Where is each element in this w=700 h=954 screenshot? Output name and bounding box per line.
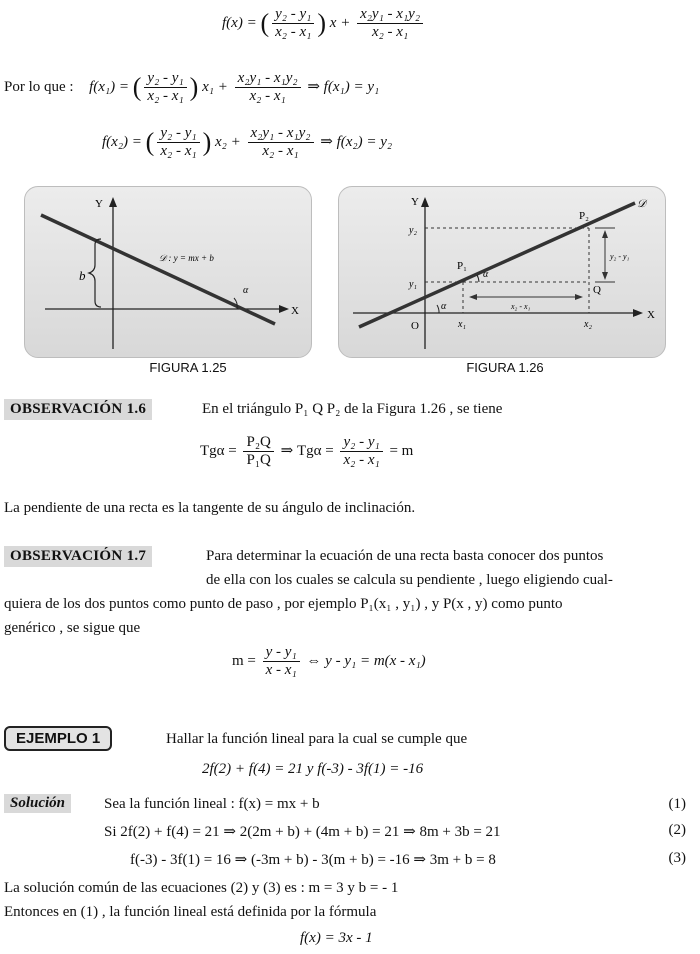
fraction-denominator: x₂ - x₁: [147, 88, 184, 104]
fraction-denominator: x₂ - x₁: [275, 24, 312, 40]
fraction-numerator: x₂y₁ - x₁y₂: [357, 6, 423, 24]
slope-fraction: [272, 6, 314, 41]
example-condition: 2f(2) + f(4) = 21 y f(-3) - 3f(1) = -16: [202, 761, 424, 777]
example-1-badge: EJEMPLO 1: [4, 726, 112, 751]
y-axis-label: Y: [95, 198, 103, 210]
q-label: Q: [593, 284, 601, 296]
slope-fraction: [340, 434, 382, 469]
dy-arrow-down-icon: [602, 272, 608, 280]
alpha-arc-origin: [437, 305, 439, 313]
dy-label: y₂ - y₁: [610, 252, 630, 261]
m-lhs: m =: [232, 652, 256, 669]
figure-1-25: [24, 186, 312, 358]
slope-fraction: [144, 70, 186, 105]
figure-1-25-caption: FIGURA 1.25: [149, 360, 227, 375]
formula-var: x +: [329, 14, 351, 31]
p2-label: P₂: [579, 210, 589, 222]
observation-1-6-conclusion: La pendiente de una recta es la tangente de su ángulo de inclinación.: [4, 500, 416, 516]
figure-1-26-caption: FIGURA 1.26: [466, 360, 544, 375]
fraction-numerator: y₂ - y₁: [272, 6, 314, 24]
alpha-arc-p1: [477, 275, 479, 282]
y2-label: y₂: [409, 225, 417, 236]
fraction-denominator: x₂ - x₁: [371, 24, 409, 40]
solution-line3: f(-3) - 3f(1) = 16 ⇒ (-3m + b) - 3(m + b) = -16 ⇒ 3m + b = 8: [130, 852, 496, 868]
fraction-denominator: x₂ - x₁: [262, 143, 299, 159]
example-statement: Hallar la función lineal para la cual se cumple que: [166, 731, 468, 747]
fraction-denominator: x₂ - x₁: [343, 452, 380, 468]
fraction-denominator: x₂ - x₁: [160, 143, 197, 159]
observation-1-6-text: En el triángulo P₁ Q P₂ de la Figura 1.26 , se tiene: [202, 401, 503, 417]
p1-label: P₁: [457, 260, 467, 272]
solution-line2: Si 2f(2) + f(4) = 21 ⇒ 2(2m + b) + (4m + b) = 21 ⇒ 8m + 3b = 21: [104, 824, 501, 840]
b-brace: [89, 239, 101, 307]
y-axis-arrow-icon: [109, 197, 117, 207]
y-axis-label: Y: [411, 196, 419, 208]
observation-1-6-title: OBSERVACIÓN 1.6: [4, 399, 152, 420]
y1-label: y₁: [409, 279, 417, 290]
y-axis-arrow-icon: [421, 197, 429, 207]
alpha-label: α: [243, 285, 249, 296]
x2-label: x₂: [584, 319, 592, 330]
fraction-denominator: P₁Q: [246, 452, 271, 468]
solution-label: Solución: [4, 794, 71, 813]
solution-line1: Sea la función lineal : f(x) = mx + b: [104, 796, 320, 812]
line-equation-label: 𝒟 : y = mx + b: [159, 253, 214, 263]
dx-arrow-left-icon: [469, 294, 477, 300]
alpha-origin-label: α: [441, 301, 447, 312]
observation-1-7-line4: genérico , se sigue que: [4, 620, 141, 636]
intercept-fraction: [235, 70, 301, 105]
fraction-numerator: P₂Q: [243, 434, 273, 452]
formula-result: ⇒ f(x₂) = y₂: [320, 133, 393, 150]
tg-arrow: ⇒ Tgα =: [280, 442, 334, 459]
observation-1-6-formula: [200, 434, 413, 469]
solution-line5: Entonces en (1) , la función lineal está definida por la fórmula: [4, 904, 377, 920]
point-slope-fraction: [263, 644, 300, 679]
formula-lhs: f(x₁) =: [89, 78, 129, 95]
slope-fraction: [157, 125, 199, 160]
observation-1-7-line3: quiera de los dos puntos como punto de paso , por ejemplo P₁(x₁ , y₁) , y P(x , y) como punto: [4, 596, 563, 612]
dx-arrow-right-icon: [575, 294, 583, 300]
observation-1-7-line1: Para determinar la ecuación de una recta basta conocer dos puntos: [206, 548, 604, 564]
tg-lhs: Tgα =: [200, 442, 237, 459]
intercept-fraction: [357, 6, 423, 41]
figure-1-26-plot: [339, 187, 665, 357]
observation-1-7-line2: de ella con los cuales se calcula su pendiente , luego eligiendo cual-: [206, 572, 613, 588]
x-axis-label: X: [291, 305, 299, 317]
por-lo-que-label: Por lo que :: [4, 78, 74, 95]
point-slope-formula: [232, 644, 426, 679]
dy-arrow-up-icon: [602, 230, 608, 238]
formula-var: x₁ +: [202, 78, 228, 95]
formula-fx2: f(x₂) = ( $\frac{\text{y₂ - y₁}}{\text{x₂ - x₁}}$ ) x₂ + $\frac{\text{x₂y₁ - x₁y₂}}{\text{x₂ - x₁}}$ ⇒ f(x₂) = y₂: [102, 125, 393, 159]
x1-label: x₁: [458, 319, 466, 330]
formula-fx: f(x) = ( $\frac{\text{y₂ - y₁}}{\text{x₂ - x₁}}$ ) x + $\frac{\text{x₂y₁ - x₁y₂}}{\text{x₂ - x₁}}$: [222, 6, 426, 41]
intercept-fraction: [248, 125, 314, 160]
formula-result: ⇒ f(x₁) = y₁: [307, 78, 380, 95]
alpha-p1-label: α: [483, 269, 489, 280]
figure-1-25-plot: [25, 187, 311, 357]
line-d: [41, 215, 275, 324]
fraction-numerator: y₂ - y₁: [157, 125, 199, 143]
formula-lhs: f(x₂) =: [102, 133, 142, 150]
formula-lhs: f(x) =: [222, 14, 257, 31]
p2q-p1q-fraction: [243, 434, 273, 469]
formula-fx1: Por lo que : f(x₁) = ( $\frac{\text{y₂ - y₁}}{\text{x₂ - x₁}}$ ) x₁ + $\frac{\text{x₂y₁ - x₁y₂}}{\text{x₂ - x₁}}$ ⇒ f(x₁) = y₁: [4, 70, 380, 104]
figure-1-26: [338, 186, 666, 358]
b-label: b: [79, 268, 86, 283]
x-axis-arrow-icon: [279, 305, 289, 313]
equals-m: = m: [389, 442, 414, 459]
x-axis-label: X: [647, 309, 655, 321]
fraction-denominator: x₂ - x₁: [249, 88, 286, 104]
line-d: [359, 203, 635, 327]
final-formula: f(x) = 3x - 1: [300, 930, 373, 946]
line-d-label: 𝒟: [637, 198, 646, 210]
equation-number-2: (2): [668, 822, 686, 838]
dx-label: x₂ - x₁: [511, 302, 531, 311]
origin-label: O: [411, 320, 419, 332]
fraction-numerator: x₂y₁ - x₁y₂: [235, 70, 301, 88]
observation-1-7-title: OBSERVACIÓN 1.7: [4, 546, 152, 567]
x-axis-arrow-icon: [633, 309, 643, 317]
fraction-numerator: y - y₁: [263, 644, 300, 662]
equation-number-1: (1): [668, 796, 686, 812]
fraction-denominator: x - x₁: [265, 662, 297, 678]
equation-number-3: (3): [668, 850, 686, 866]
point-slope-rhs: ⇔ y - y₁ = m(x - x₁): [306, 652, 426, 669]
fraction-numerator: y₂ - y₁: [340, 434, 382, 452]
fraction-numerator: x₂y₁ - x₁y₂: [248, 125, 314, 143]
solution-line4: La solución común de las ecuaciones (2) y (3) es : m = 3 y b = - 1: [4, 880, 399, 896]
fraction-numerator: y₂ - y₁: [144, 70, 186, 88]
formula-var: x₂ +: [215, 133, 241, 150]
